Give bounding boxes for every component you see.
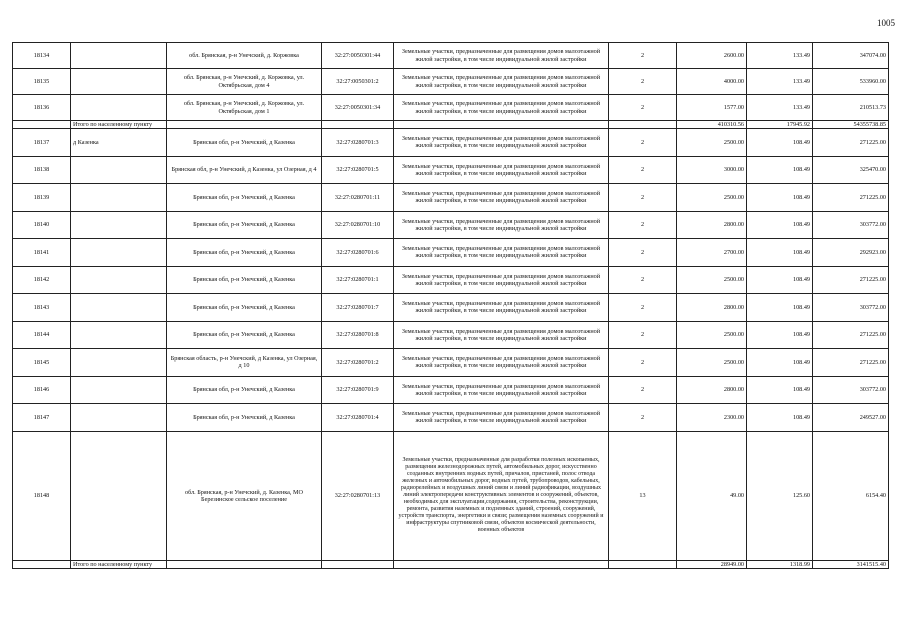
table-row (13, 184, 889, 212)
cadastral-number-cell: 32:27:0280701:2 (322, 349, 394, 377)
group-cell: 2 (609, 43, 677, 69)
settlement-name: д Казенка (71, 129, 167, 157)
row-id: 18141 (13, 239, 71, 267)
total-label: Итого по населенному пункту (71, 560, 167, 568)
table-row (13, 129, 889, 157)
settlement-cell (71, 239, 167, 267)
rate-cell: 108.49 (747, 266, 813, 294)
land-use-cell (394, 560, 609, 568)
cadastral-number-cell (322, 560, 394, 568)
area-cell: 2500.00 (677, 266, 747, 294)
area-cell: 2500.00 (677, 184, 747, 212)
row-id: 18144 (13, 321, 71, 349)
rate-cell: 108.49 (747, 321, 813, 349)
row-id: 18134 (13, 43, 71, 69)
settlement-cell (71, 431, 167, 560)
rate-cell: 108.49 (747, 239, 813, 267)
area-cell: 2800.00 (677, 294, 747, 322)
cadastral-number-cell (322, 121, 394, 129)
settlement-cell (71, 184, 167, 212)
area-cell: 2500.00 (677, 321, 747, 349)
settlement-cell (71, 376, 167, 404)
address-cell: обл. Брянская, р-н Унечский, д. Казенка, МО Березинское сельское поселение (167, 431, 322, 560)
address-cell: Брянская обл, р-н Унечский, д Казенка (167, 211, 322, 239)
address-cell: Брянская обл, р-н Унечский, д Казенка (167, 294, 322, 322)
land-use-cell: Земельные участки, предназначенные для размещения домов малоэтажной жилой застройки, в том числе индивидуальной жилой застройки (394, 376, 609, 404)
area-cell: 2700.00 (677, 239, 747, 267)
address-cell: Брянская обл, р-н Унечский, д Казенка (167, 376, 322, 404)
value-cell: 54355738.85 (813, 121, 889, 129)
rate-cell: 108.49 (747, 349, 813, 377)
address-cell: Брянская обл, р-н Унечский, д Казенка (167, 239, 322, 267)
settlement-cell (71, 95, 167, 121)
area-cell: 4000.00 (677, 69, 747, 95)
group-cell: 2 (609, 69, 677, 95)
land-use-cell: Земельные участки, предназначенные для размещения домов малоэтажной жилой застройки, в том числе индивидуальной жилой застройки (394, 211, 609, 239)
value-cell: 6154.40 (813, 431, 889, 560)
address-cell: Брянская обл, р-н Унечский, д Казенка (167, 129, 322, 157)
address-cell: Брянская обл, р-н Унечский, д Казенка (167, 184, 322, 212)
row-id (13, 121, 71, 129)
address-cell (167, 560, 322, 568)
address-cell: обл. Брянская, р-н Унечский, д. Коржовка, ул. Октябрьская, дом 1 (167, 95, 322, 121)
value-cell: 303772.00 (813, 211, 889, 239)
cadastral-number-cell: 32:27:0280701:6 (322, 239, 394, 267)
value-cell: 325470.00 (813, 156, 889, 184)
row-id: 18137 (13, 129, 71, 157)
land-use-cell: Земельные участки, предназначенные для размещения домов малоэтажной жилой застройки, в том числе индивидуальной жилой застройки (394, 294, 609, 322)
area-cell: 1577.00 (677, 95, 747, 121)
cadastral-number-cell: 32:27:0280701:9 (322, 376, 394, 404)
address-cell: Брянская обл, р-н Унечский, д Казенка (167, 404, 322, 432)
area-cell: 410310.56 (677, 121, 747, 129)
cadastral-number-cell: 32:27:0280701:7 (322, 294, 394, 322)
address-cell: Брянская обл, р-н Унечский, д Казенка (167, 266, 322, 294)
rate-cell: 125.60 (747, 431, 813, 560)
value-cell: 3141515.40 (813, 560, 889, 568)
cadastral-number-cell: 32:27:0280701:3 (322, 129, 394, 157)
group-cell: 2 (609, 95, 677, 121)
row-id: 18145 (13, 349, 71, 377)
settlement-cell (71, 294, 167, 322)
value-cell: 271225.00 (813, 184, 889, 212)
table-row (13, 211, 889, 239)
cadastral-number-cell: 32:27:0050301:44 (322, 43, 394, 69)
group-cell: 2 (609, 404, 677, 432)
table-row (13, 156, 889, 184)
rate-cell: 133.49 (747, 43, 813, 69)
rate-cell: 133.49 (747, 95, 813, 121)
cadastral-number-cell: 32:27:0050301:34 (322, 95, 394, 121)
area-cell: 2800.00 (677, 376, 747, 404)
land-use-cell: Земельные участки, предназначенные для размещения домов малоэтажной жилой застройки, в том числе индивидуальной жилой застройки (394, 266, 609, 294)
area-cell: 3000.00 (677, 156, 747, 184)
row-id: 18140 (13, 211, 71, 239)
address-cell: Брянская область, р-н Унечский, д Казенка, ул Озерная, д 10 (167, 349, 322, 377)
rate-cell: 1318.99 (747, 560, 813, 568)
table-row (13, 321, 889, 349)
settlement-cell (71, 69, 167, 95)
value-cell: 271225.00 (813, 321, 889, 349)
land-use-cell: Земельные участки, предназначенные для размещения домов малоэтажной жилой застройки, в том числе индивидуальной жилой застройки (394, 404, 609, 432)
address-cell (167, 121, 322, 129)
row-id: 18146 (13, 376, 71, 404)
address-cell: обл. Брянская, р-н Унечский, д. Коржовка (167, 43, 322, 69)
table-row (13, 404, 889, 432)
area-cell: 2800.00 (677, 211, 747, 239)
land-use-cell: Земельные участки, предназначенные для размещения домов малоэтажной жилой застройки, в том числе индивидуальной жилой застройки (394, 43, 609, 69)
settlement-cell (71, 404, 167, 432)
row-id: 18147 (13, 404, 71, 432)
rate-cell: 108.49 (747, 129, 813, 157)
address-cell: Брянская обл, р-н Унечский, д Казенка (167, 321, 322, 349)
group-cell: 2 (609, 184, 677, 212)
total-row (13, 121, 889, 129)
settlement-cell (71, 43, 167, 69)
land-use-cell: Земельные участки, предназначенные для размещения домов малоэтажной жилой застройки, в том числе индивидуальной жилой застройки (394, 239, 609, 267)
settlement-cell (71, 211, 167, 239)
value-cell: 347074.00 (813, 43, 889, 69)
cadastral-number-cell: 32:27:0280701:10 (322, 211, 394, 239)
settlement-cell (71, 266, 167, 294)
value-cell: 533960.00 (813, 69, 889, 95)
cadastral-number-cell: 32:27:0280701:5 (322, 156, 394, 184)
table-row (13, 431, 889, 560)
row-id: 18148 (13, 431, 71, 560)
group-cell: 2 (609, 349, 677, 377)
cadastral-number-cell: 32:27:0280701:11 (322, 184, 394, 212)
value-cell: 249527.00 (813, 404, 889, 432)
cadastral-number-cell: 32:27:0050301:2 (322, 69, 394, 95)
cadastral-number-cell: 32:27:0280701:8 (322, 321, 394, 349)
table-row (13, 239, 889, 267)
land-use-cell: Земельные участки, предназначенные для размещения домов малоэтажной жилой застройки, в том числе индивидуальной жилой застройки (394, 156, 609, 184)
area-cell: 28949.00 (677, 560, 747, 568)
row-id: 18138 (13, 156, 71, 184)
table-row (13, 349, 889, 377)
cadastral-value-table (12, 42, 889, 569)
group-cell: 2 (609, 156, 677, 184)
area-cell: 49.00 (677, 431, 747, 560)
group-cell: 13 (609, 431, 677, 560)
land-use-cell: Земельные участки, предназначенные для разработки полезных ископаемых, размещения железнодорожных путей, автомобильных дорог, искусственно созданных внутренних водных путей, причалов, пристаней, полос отвода железных и автомобильных дорог, водных путей, трубопроводов, кабельных, радиорелейных и воздушных линий связи и линий радиофикации, воздушных линий электропередачи конструктивных элементов и сооружений, объектов, необходимых для эксплуатации,содержания, строительства, реконструкции, ремонта, развития наземных и подземных зданий, строений, сооружений, устройств транспорта, энергетики и связи; размещения наземных сооружений и инфраструктуры спутниковой связи, объектов космической деятельности, военных объектов (394, 431, 609, 560)
address-cell: Брянская обл, р-н Унечский, д Казенка, ул Озерная, д 4 (167, 156, 322, 184)
cadastral-number-cell: 32:27:0280701:1 (322, 266, 394, 294)
table-row (13, 266, 889, 294)
rate-cell: 108.49 (747, 376, 813, 404)
group-cell (609, 560, 677, 568)
value-cell: 271225.00 (813, 129, 889, 157)
rate-cell: 108.49 (747, 404, 813, 432)
cadastral-number-cell: 32:27:0280701:4 (322, 404, 394, 432)
rate-cell: 133.49 (747, 69, 813, 95)
row-id (13, 560, 71, 568)
land-use-cell: Земельные участки, предназначенные для размещения домов малоэтажной жилой застройки, в том числе индивидуальной жилой застройки (394, 69, 609, 95)
value-cell: 271225.00 (813, 349, 889, 377)
value-cell: 210513.73 (813, 95, 889, 121)
group-cell: 2 (609, 294, 677, 322)
settlement-cell (71, 321, 167, 349)
land-use-cell: Земельные участки, предназначенные для размещения домов малоэтажной жилой застройки, в том числе индивидуальной жилой застройки (394, 321, 609, 349)
value-cell: 303772.00 (813, 376, 889, 404)
group-cell: 2 (609, 376, 677, 404)
value-cell: 271225.00 (813, 266, 889, 294)
land-use-cell: Земельные участки, предназначенные для размещения домов малоэтажной жилой застройки, в том числе индивидуальной жилой застройки (394, 95, 609, 121)
land-use-cell: Земельные участки, предназначенные для размещения домов малоэтажной жилой застройки, в том числе индивидуальной жилой застройки (394, 349, 609, 377)
area-cell: 2500.00 (677, 349, 747, 377)
rate-cell: 108.49 (747, 184, 813, 212)
value-cell: 303772.00 (813, 294, 889, 322)
group-cell: 2 (609, 321, 677, 349)
page-number: 1005 (877, 18, 895, 28)
table-row (13, 69, 889, 95)
area-cell: 2300.00 (677, 404, 747, 432)
table-row (13, 95, 889, 121)
table-row (13, 43, 889, 69)
group-cell: 2 (609, 239, 677, 267)
row-id: 18136 (13, 95, 71, 121)
row-id: 18135 (13, 69, 71, 95)
land-use-cell (394, 121, 609, 129)
table-row (13, 294, 889, 322)
row-id: 18139 (13, 184, 71, 212)
address-cell: обл. Брянская, р-н Унечский, д. Коржовка, ул. Октябрьская, дом 4 (167, 69, 322, 95)
rate-cell: 108.49 (747, 211, 813, 239)
rate-cell: 17945.92 (747, 121, 813, 129)
table-row (13, 376, 889, 404)
value-cell: 292923.00 (813, 239, 889, 267)
land-use-cell: Земельные участки, предназначенные для размещения домов малоэтажной жилой застройки, в том числе индивидуальной жилой застройки (394, 129, 609, 157)
land-use-cell: Земельные участки, предназначенные для размещения домов малоэтажной жилой застройки, в том числе индивидуальной жилой застройки (394, 184, 609, 212)
total-row (13, 560, 889, 568)
group-cell (609, 121, 677, 129)
total-label: Итого по населенному пункту (71, 121, 167, 129)
group-cell: 2 (609, 211, 677, 239)
cadastral-number-cell: 32:27:0280701:13 (322, 431, 394, 560)
settlement-cell (71, 349, 167, 377)
settlement-cell (71, 156, 167, 184)
group-cell: 2 (609, 266, 677, 294)
rate-cell: 108.49 (747, 294, 813, 322)
group-cell: 2 (609, 129, 677, 157)
row-id: 18143 (13, 294, 71, 322)
rate-cell: 108.49 (747, 156, 813, 184)
area-cell: 2600.00 (677, 43, 747, 69)
row-id: 18142 (13, 266, 71, 294)
area-cell: 2500.00 (677, 129, 747, 157)
